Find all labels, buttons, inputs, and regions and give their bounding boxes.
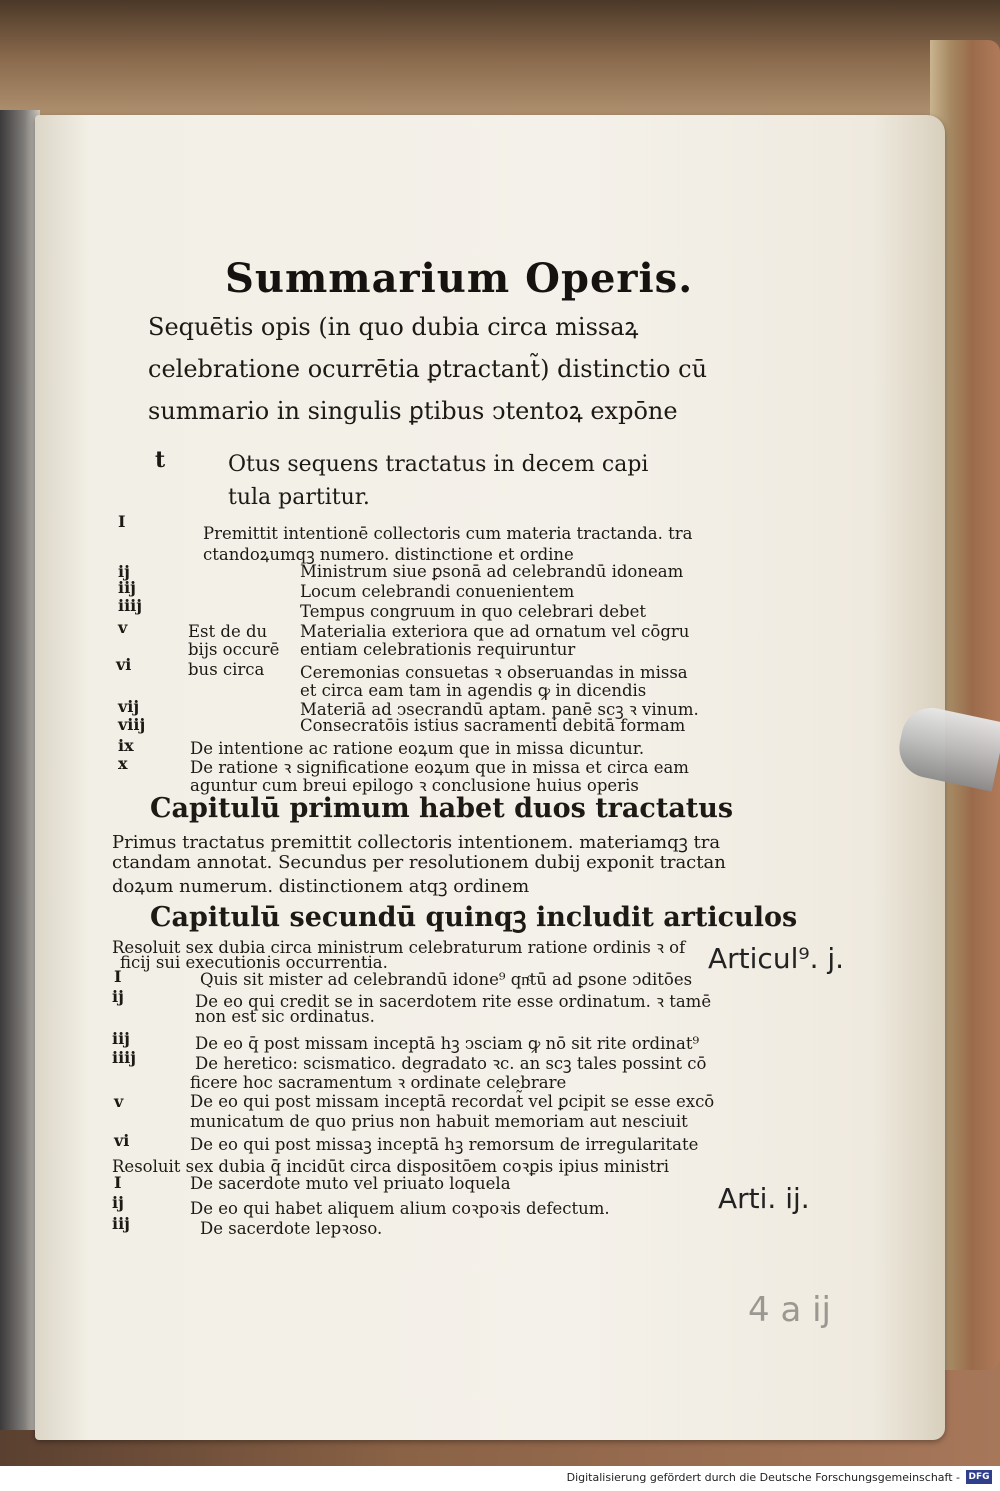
toc-line: entiam celebrationis requiruntur [300,640,576,659]
pencil-foliation-mark: 4 a ij [748,1290,831,1330]
book-top-edge [0,0,1000,130]
chapter2-line: De eo qui habet aliquem alium coꝛpoꝛis defectum. [190,1199,610,1218]
chapter2-numeral: ij [112,987,124,1006]
toc-line: De ratione ꝛ significatione eoꝝum que in missa et circa eam [190,758,689,777]
chapter2-line: Resoluit sex dubia q̄ incidūt circa dispositōem coꝛꝑis ipius ministri [112,1157,670,1176]
chapter2-line: De sacerdote lepꝛoso. [200,1219,383,1238]
toc-numeral: ix [118,736,134,755]
left-gutter [0,110,40,1430]
toc-initial: t [155,447,166,473]
toc-numeral: iij [118,578,136,597]
margin-note-articulus-2: Arti. ij. [718,1182,810,1215]
toc-lead-line: tula partitur. [228,485,370,510]
chapter2-line: De eo qui credit se in sacerdotem rite esse ordinatum. ꝛ tamē [195,992,712,1011]
chapter2-line: municatum de quo prius non habuit memoriam aut nesciuit [190,1112,688,1131]
chapter1-line: Primus tractatus premittit collectoris intentionem. materiamqꝫ tra [112,832,721,853]
toc-line: et circa eam tam in agendis ꝙ in dicendis [300,681,647,700]
chapter2-numeral: I [114,967,122,986]
chapter2-numeral: v [114,1092,124,1111]
toc-numeral: x [118,754,128,773]
toc-line: Materiā ad ↄsecrandū aptam. panē scꝫ ꝛ vinum. [300,700,699,719]
toc-line: Tempus congruum in quo celebrari debet [300,602,646,621]
page-title: Summarium Operis. [225,255,694,302]
chapter2-numeral: ij [112,1193,124,1212]
chapter2-line: ficij sui executionis occurrentia. [120,953,388,972]
toc-line: aguntur cum breui epilogo ꝛ conclusione huius operis [190,776,639,795]
margin-note-articulus-1: Articul⁹. j. [708,942,845,975]
chapter2-line: ficere hoc sacramentum ꝛ ordinate celebrare [190,1073,567,1092]
toc-numeral: v [118,618,128,637]
chapter2-line: De eo qui post missaꝫ inceptā hꝫ remorsum de irregularitate [190,1135,699,1154]
chapter2-line: Quis sit mister ad celebrandū idone⁹ qnͨtū ad ꝑsone ↄditōes [200,970,693,989]
toc-numeral: ij [118,562,130,581]
chapter1-heading: Capitulū primum habet duos tractatus [150,793,734,824]
chapter2-numeral: vi [114,1131,130,1150]
toc-line: Premittit intentionē collectoris cum materia tractanda. tra [203,524,693,543]
toc-line: Locum celebrandi conuenientem [300,582,575,601]
chapter2-line: De sacerdote muto vel priuato loquela [190,1174,511,1193]
chapter1-line: ctandam annotat. Secundus per resolutionem dubij exponit tractan [112,852,726,873]
toc-brace-text: bijs occurē [188,640,280,659]
chapter2-line: Resoluit sex dubia circa ministrum celebraturum ratione ordinis ꝛ of [112,938,686,957]
chapter2-numeral: iij [112,1214,130,1233]
chapter2-numeral: iiij [112,1048,137,1067]
toc-numeral: I [118,512,126,531]
toc-numeral: iiij [118,596,143,615]
footer-credit: Digitalisierung gefördert durch die Deutsche Forschungsgemeinschaft - [566,1471,960,1484]
chapter1-line: doꝝum numerum. distinctionem atqꝫ ordinem [112,876,530,897]
chapter2-numeral: I [114,1173,122,1192]
toc-line: De intentione ac ratione eoꝝum que in missa dicuntur. [190,739,645,758]
toc-line: Consecratōis istius sacramenti debitā formam [300,716,686,735]
toc-numeral: vi [116,655,132,674]
toc-numeral: viij [118,715,146,734]
toc-line: Ministrum siue ꝑsonā ad celebrandū idoneam [300,562,684,581]
dfg-logo: DFG [966,1470,992,1484]
intro-paragraph: Sequētis opis (in quo dubia circa missaꝝ celebratione ocurrētia ꝑtractant̃) distinctio cū summario in singulis ꝑtibus ↄtentoꝝ expōne [148,313,708,425]
toc-line: Materialia exteriora que ad ornatum vel cōgru [300,622,690,641]
chapter2-line: De eo q̄ post missam inceptā hꝫ ↄsciam ꝙ nō sit rite ordinat⁹ [195,1034,700,1053]
toc-brace-text: Est de du [188,622,268,641]
toc-lead-line: Otus sequens tractatus in decem capi [228,452,649,477]
chapter2-numeral: iij [112,1029,130,1048]
toc-line: ctandoꝝumqꝫ numero. distinctione et ordine [203,545,574,564]
digitization-footer [0,1466,1000,1491]
toc-line: Ceremonias consuetas ꝛ obseruandas in missa [300,663,688,682]
chapter2-line: De heretico: scismatico. degradato ꝛc. an scꝫ tales possint cō [195,1054,707,1073]
chapter2-heading: Capitulū secundū quinqꝫ includit articulos [150,902,798,933]
chapter2-line: De eo qui post missam inceptā recordat̃ vel ꝑcipit se esse excō [190,1092,715,1111]
toc-numeral: vij [118,697,140,716]
toc-brace-text: bus circa [188,660,265,679]
chapter2-line: non est sic ordinatus. [195,1007,375,1026]
